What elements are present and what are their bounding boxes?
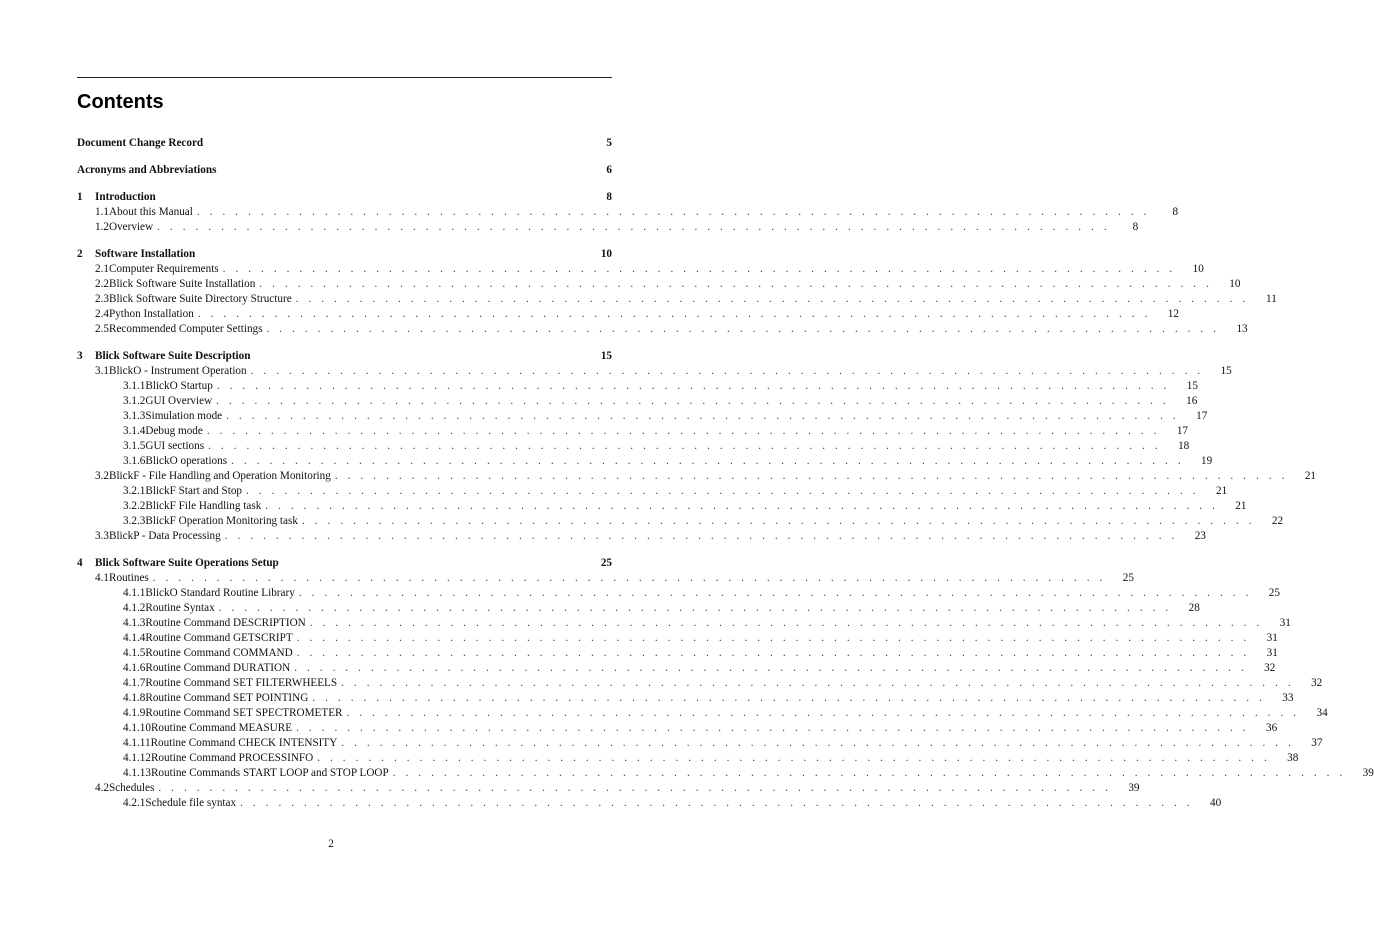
toc-entry-page: 19 xyxy=(1201,455,1213,467)
toc-entry[interactable] xyxy=(77,322,1248,337)
toc-entry-page: 28 xyxy=(1188,602,1200,614)
toc-entry-title: Routine Command MEASURE xyxy=(150,722,293,734)
toc-entry-page: 16 xyxy=(1186,395,1198,407)
dot-leader: . . . . . . . . . . . . . . . . . . . . . . . . . . . . . . . . . . . . . . . . . . . . . . . . . . . . . . . . . . . . . . . . . . . . . . . . . . . xyxy=(265,500,1219,512)
toc-entry-number: 3.3 xyxy=(95,530,109,542)
toc-entry-title: Blick Software Suite Operations Setup xyxy=(95,557,279,569)
toc-entry-title: About this Manual xyxy=(108,206,193,218)
toc-entry[interactable] xyxy=(77,514,1284,529)
dot-leader: . . . . . . . . . . . . . . . . . . . . . . . . . . . . . . . . . . . . . . . . . . . . . . . . . . . . . . . . . . . . . . . . . . . . . . . . . . . xyxy=(259,278,1213,290)
toc-entry[interactable] xyxy=(77,364,1232,379)
toc-entry-page: 32 xyxy=(1311,677,1323,689)
toc-entry-number: 4.1.11 xyxy=(123,737,151,749)
dot-leader: . . . . . . . . . . . . . . . . . . . . . . . . . . . . . . . . . . . . . . . . . . . . . . . . . . . . . . . . . . . . . . . . . . . . . . . . . . . xyxy=(341,677,1295,689)
toc-entry-number: 2.5 xyxy=(95,323,109,335)
toc-entry-title: Routines xyxy=(108,572,149,584)
toc-entry-number: 3.1.1 xyxy=(123,380,146,392)
toc-entry-page: 17 xyxy=(1196,410,1208,422)
toc-entry-number: 1.1 xyxy=(95,206,109,218)
dot-leader: . . . . . . . . . . . . . . . . . . . . . . . . . . . . . . . . . . . . . . . . . . . . . . . . . . . . . . . . . . . . . . . . . . . . . . . . . . . xyxy=(208,440,1162,452)
page-title: Contents xyxy=(77,91,164,113)
dot-leader: . . . . . . . . . . . . . . . . . . . . . . . . . . . . . . . . . . . . . . . . . . . . . . . . . . . . . . . . . . . . . . . . . . . . . . . . . . . xyxy=(296,647,1250,659)
toc-entry-page: 31 xyxy=(1266,647,1278,659)
toc-entry-number: 4.1 xyxy=(95,572,109,584)
toc-entry-title: Python Installation xyxy=(108,308,194,320)
toc-entry[interactable] xyxy=(77,751,1299,766)
toc-entry-page: 17 xyxy=(1176,425,1188,437)
dot-leader: . . . . . . . . . . . . . . . . . . . . . . . . . . . . . . . . . . . . . . . . . . . . . . . . . . . . . . . . . . . . . . . . . . . . . . . . . . . xyxy=(296,632,1250,644)
toc-entry[interactable] xyxy=(77,586,1280,601)
toc-entry-page: 31 xyxy=(1266,632,1278,644)
toc-entry-number: 3 xyxy=(77,350,83,362)
toc-entry-page: 38 xyxy=(1287,752,1299,764)
toc-entry[interactable] xyxy=(77,220,1139,235)
toc-entry-title: Routine Command CHECK INTENSITY xyxy=(150,737,338,749)
dot-leader: . . . . . . . . . . . . . . . . . . . . . . . . . . . . . . . . . . . . . . . . . . . . . . . . . . . . . . . . . . . . . . . . . . . . . . . . . . . xyxy=(197,308,1151,320)
toc-entry-number: 4.1.1 xyxy=(123,587,146,599)
toc-entry-number: 2.2 xyxy=(95,278,109,290)
toc-entry-title: Routine Command PROCESSINFO xyxy=(150,752,314,764)
dot-leader: . . . . . . . . . . . . . . . . . . . . . . . . . . . . . . . . . . . . . . . . . . . . . . . . . . . . . . . . . . . . . . . . . . . . . . . . . . . xyxy=(317,752,1271,764)
toc-entry-number: 3.1.6 xyxy=(123,455,146,467)
toc-entry[interactable] xyxy=(77,616,1291,631)
toc-entry-page: 5 xyxy=(606,137,612,149)
toc-entry-page: 21 xyxy=(1304,470,1316,482)
toc-entry-title: Software Installation xyxy=(95,248,196,260)
toc-entry[interactable] xyxy=(77,394,1198,409)
toc-entry[interactable] xyxy=(77,379,1198,394)
toc-entry-number: 3.1 xyxy=(95,365,109,377)
toc-entry[interactable] xyxy=(77,529,1206,544)
toc-entry-page: 12 xyxy=(1167,308,1179,320)
toc-entry[interactable] xyxy=(77,796,1222,811)
dot-leader: . . . . . . . . . . . . . . . . . . . . . . . . . . . . . . . . . . . . . . . . . . . . . . . . . . . . . . . . . . . . . . . . . . . . . . . . . . . xyxy=(152,572,1106,584)
toc-entry-title: Acronyms and Abbreviations xyxy=(77,164,217,176)
toc-entry-number: 4.1.4 xyxy=(123,632,146,644)
toc-entry-page: 34 xyxy=(1316,707,1328,719)
dot-leader: . . . . . . . . . . . . . . . . . . . . . . . . . . . . . . . . . . . . . . . . . . . . . . . . . . . . . . . . . . . . . . . . . . . . . . . . . . . xyxy=(216,395,1170,407)
toc-entry-title: Routine Command GETSCRIPT xyxy=(145,632,293,644)
dot-leader: . . . . . . . . . . . . . . . . . . . . . . . . . . . . . . . . . . . . . . . . . . . . . . . . . . . . . . . . . . . . . . . . . . . . . . . . . . . xyxy=(240,797,1194,809)
toc-entry-title: Routine Command SET POINTING xyxy=(145,692,309,704)
toc-entry-page: 23 xyxy=(1194,530,1206,542)
dot-leader: . . . . . . . . . . . . . . . . . . . . . . . . . . . . . . . . . . . . . . . . . . . . . . . . . . . . . . . . . . . . . . . . . . . . . . . . . . . xyxy=(392,767,1346,779)
toc-entry-number: 2 xyxy=(77,248,83,260)
toc-entry-number: 4.1.3 xyxy=(123,617,146,629)
toc-entry-page: 15 xyxy=(1186,380,1198,392)
toc-entry-number: 4.2.1 xyxy=(123,797,146,809)
dot-leader: . . . . . . . . . . . . . . . . . . . . . . . . . . . . . . . . . . . . . . . . . . . . . . . . . . . . . . . . . . . . . . . . . . . . . . . . . . . xyxy=(298,587,1252,599)
toc-entry-number: 1.2 xyxy=(95,221,109,233)
toc-entry-number: 1 xyxy=(77,191,83,203)
toc-entry-page: 10 xyxy=(1229,278,1241,290)
toc-entry-page: 21 xyxy=(1215,485,1228,497)
toc-entry-page: 39 xyxy=(1362,767,1374,779)
toc-entry-number: 4.1.6 xyxy=(123,662,146,674)
toc-entry[interactable] xyxy=(77,307,1179,322)
dot-leader: . . . . . . . . . . . . . . . . . . . . . . . . . . . . . . . . . . . . . . . . . . . . . . . . . . . . . . . . . . . . . . . . . . . . . . . . . . . xyxy=(158,782,1112,794)
toc-entry-number: 4.1.8 xyxy=(123,692,146,704)
toc-entry-number: 4.1.10 xyxy=(123,722,151,734)
toc-entry-title: Blick Software Suite Directory Structure xyxy=(108,293,292,305)
toc-entry[interactable] xyxy=(77,571,1134,586)
toc-entry[interactable] xyxy=(77,721,1278,736)
dot-leader: . . . . . . . . . . . . . . . . . . . . . . . . . . . . . . . . . . . . . . . . . . . . . . . . . . . . . . . . . . . . . . . . . . . . . . . . . . . xyxy=(216,380,1170,392)
toc-entry-number: 3.2.2 xyxy=(123,500,146,512)
toc-entry-page: 10 xyxy=(600,248,612,260)
toc-entry[interactable] xyxy=(77,631,1278,646)
toc-entry[interactable] xyxy=(77,247,612,262)
toc-entry[interactable] xyxy=(77,469,1316,484)
toc-entry-page: 10 xyxy=(1192,263,1204,275)
toc-entry-title: Blick Software Suite Installation xyxy=(108,278,256,290)
toc-entry[interactable] xyxy=(77,661,1276,676)
dot-leader: . . . . . . . . . . . . . . . . . . . . . . . . . . . . . . . . . . . . . . . . . . . . . . . . . . . . . . . . . . . . . . . . . . . . . . . . . . . xyxy=(226,410,1180,422)
toc-entry-number: 4.1.13 xyxy=(123,767,151,779)
toc-entry[interactable] xyxy=(77,292,1277,307)
toc-entry-page: 40 xyxy=(1210,797,1222,809)
toc-entry-number: 4.1.5 xyxy=(123,647,146,659)
toc-entry-page: 36 xyxy=(1266,722,1278,734)
dot-leader: . . . . . . . . . . . . . . . . . . . . . . . . . . . . . . . . . . . . . . . . . . . . . . . . . . . . . . . . . . . . . . . . . . . . . . . . . . . xyxy=(222,263,1176,275)
toc-entry-page: 8 xyxy=(1172,206,1179,218)
toc-entry-page: 33 xyxy=(1282,692,1294,704)
toc-entry-number: 3.1.3 xyxy=(123,410,146,422)
dot-leader: . . . . . . . . . . . . . . . . . . . . . . . . . . . . . . . . . . . . . . . . . . . . . . . . . . . . . . . . . . . . . . . . . . . . . . . . . . . xyxy=(334,470,1288,482)
toc-entry-title: Overview xyxy=(108,221,154,233)
toc-entry-title: Recommended Computer Settings xyxy=(108,323,263,335)
toc-entry[interactable] xyxy=(77,781,1140,796)
toc-entry-page: 21 xyxy=(1235,500,1247,512)
toc-entry[interactable] xyxy=(77,676,1323,691)
toc-entry[interactable] xyxy=(77,499,1247,514)
table-of-contents xyxy=(77,136,1374,811)
dot-leader: . . . . . . . . . . . . . . . . . . . . . . . . . . . . . . . . . . . . . . . . . . . . . . . . . . . . . . . . . . . . . . . . . . . . . . . . . . . xyxy=(157,221,1111,233)
toc-entry[interactable] xyxy=(77,277,1241,292)
toc-entry-title: BlickF File Handling task xyxy=(145,500,262,512)
toc-entry-page: 8 xyxy=(606,191,612,203)
toc-entry[interactable] xyxy=(77,409,1208,424)
toc-entry-title: BlickO Standard Routine Library xyxy=(145,587,295,599)
toc-entry-number: 3.2.3 xyxy=(123,515,146,527)
toc-entry-title: Routine Command SET SPECTROMETER xyxy=(145,707,343,719)
dot-leader: . . . . . . . . . . . . . . . . . . . . . . . . . . . . . . . . . . . . . . . . . . . . . . . . . . . . . . . . . . . . . . . . . . . . . . . . . . . xyxy=(312,692,1266,704)
dot-leader: . . . . . . . . . . . . . . . . . . . . . . . . . . . . . . . . . . . . . . . . . . . . . . . . . . . . . . . . . . . . . . . . . . . . . . . . . . . xyxy=(295,293,1249,305)
toc-entry-title: Computer Requirements xyxy=(108,263,219,275)
toc-entry[interactable] xyxy=(77,163,612,178)
toc-entry-number: 2.1 xyxy=(95,263,109,275)
toc-entry-title: BlickO operations xyxy=(145,455,228,467)
dot-leader: . . . . . . . . . . . . . . . . . . . . . . . . . . . . . . . . . . . . . . . . . . . . . . . . . . . . . . . . . . . . . . . . . . . . . . . . . . . xyxy=(296,722,1250,734)
toc-entry-page: 18 xyxy=(1178,440,1190,452)
dot-leader: . . . . . . . . . . . . . . . . . . . . . . . . . . . . . . . . . . . . . . . . . . . . . . . . . . . . . . . . . . . . . . . . . . . . . . . . . . . xyxy=(266,323,1220,335)
toc-entry-number: 4.1.12 xyxy=(123,752,151,764)
toc-entry-number: 2.3 xyxy=(95,293,109,305)
dot-leader: . . . . . . . . . . . . . . . . . . . . . . . . . . . . . . . . . . . . . . . . . . . . . . . . . . . . . . . . . . . . . . . . . . . . . . . . . . . xyxy=(196,206,1151,218)
toc-entry-number: 4.1.7 xyxy=(123,677,146,689)
toc-entry-title: BlickO Startup xyxy=(145,380,213,392)
toc-entry[interactable] xyxy=(77,205,1179,220)
toc-entry[interactable] xyxy=(77,439,1190,454)
toc-entry-number: 4.1.9 xyxy=(123,707,146,719)
toc-entry-title: Blick Software Suite Description xyxy=(95,350,251,362)
toc-entry-number: 3.1.4 xyxy=(123,425,146,437)
toc-entry-page: 25 xyxy=(1268,587,1280,599)
toc-entry-page: 15 xyxy=(600,350,612,362)
toc-entry-number: 4.1.2 xyxy=(123,602,146,614)
toc-entry[interactable] xyxy=(77,691,1294,706)
toc-entry-title: Routine Command DESCRIPTION xyxy=(145,617,306,629)
dot-leader: . . . . . . . . . . . . . . . . . . . . . . . . . . . . . . . . . . . . . . . . . . . . . . . . . . . . . . . . . . . . . . . . . . . . . . . . . . . xyxy=(309,617,1263,629)
toc-entry-title: BlickF Operation Monitoring task xyxy=(145,515,298,527)
toc-entry-title: Schedules xyxy=(108,782,155,794)
toc-entry-page: 11 xyxy=(1266,293,1277,305)
toc-entry[interactable] xyxy=(77,454,1213,469)
toc-entry-page: 32 xyxy=(1264,662,1276,674)
toc-entry-number: 2.4 xyxy=(95,308,109,320)
toc-entry-number: 3.2.1 xyxy=(123,485,146,497)
toc-entry-number: 3.2 xyxy=(95,470,109,482)
toc-entry-page: 13 xyxy=(1236,323,1248,335)
toc-entry[interactable] xyxy=(77,736,1323,751)
toc-entry-title: BlickF - File Handling and Operation Monitoring xyxy=(108,470,331,482)
toc-entry[interactable] xyxy=(77,190,612,205)
toc-entry-title: Document Change Record xyxy=(77,137,204,149)
toc-entry-number: 4.2 xyxy=(95,782,109,794)
toc-entry-title: GUI Overview xyxy=(145,395,213,407)
toc-entry-page: 8 xyxy=(1132,221,1139,233)
toc-entry[interactable] xyxy=(77,424,1188,439)
toc-entry-page: 22 xyxy=(1271,515,1284,527)
toc-entry-number: 4 xyxy=(77,557,83,569)
dot-leader: . . . . . . . . . . . . . . . . . . . . . . . . . . . . . . . . . . . . . . . . . . . . . . . . . . . . . . . . . . . . . . . . . . . . . . . . . . . xyxy=(231,455,1185,467)
toc-entry[interactable] xyxy=(77,136,612,151)
toc-entry-title: Routine Command DURATION xyxy=(145,662,291,674)
top-rule xyxy=(77,77,612,78)
toc-entry[interactable] xyxy=(77,646,1278,661)
toc-entry[interactable] xyxy=(77,349,612,364)
toc-entry-page: 31 xyxy=(1279,617,1291,629)
dot-leader: . . . . . . . . . . . . . . . . . . . . . . . . . . . . . . . . . . . . . . . . . . . . . . . . . . . . . . . . . . . . . . . . . . . . . . . . . . . xyxy=(341,737,1295,749)
toc-entry-page: 25 xyxy=(1122,572,1134,584)
dot-leader: . . . . . . . . . . . . . . . . . . . . . . . . . . . . . . . . . . . . . . . . . . . . . . . . . . . . . . . . . . . . . . . . . . . . . . . . . . . xyxy=(301,515,1256,527)
toc-entry-title: GUI sections xyxy=(145,440,205,452)
page-number: 2 xyxy=(328,838,334,850)
toc-entry[interactable] xyxy=(77,484,1228,499)
toc-entry[interactable] xyxy=(77,601,1200,616)
toc-entry-title: Routine Command COMMAND xyxy=(145,647,293,659)
dot-leader: . . . . . . . . . . . . . . . . . . . . . . . . . . . . . . . . . . . . . . . . . . . . . . . . . . . . . . . . . . . . . . . . . . . . . . . . . . . xyxy=(246,485,1200,497)
toc-entry-title: Schedule file syntax xyxy=(145,797,237,809)
dot-leader: . . . . . . . . . . . . . . . . . . . . . . . . . . . . . . . . . . . . . . . . . . . . . . . . . . . . . . . . . . . . . . . . . . . . . . . . . . . xyxy=(218,602,1172,614)
toc-entry-title: Routine Syntax xyxy=(145,602,215,614)
toc-entry-title: Debug mode xyxy=(145,425,203,437)
toc-entry-title: BlickF Start and Stop xyxy=(145,485,243,497)
toc-entry-number: 3.1.5 xyxy=(123,440,146,452)
toc-entry-page: 37 xyxy=(1311,737,1323,749)
toc-entry-title: Routine Commands START LOOP and STOP LOOP xyxy=(150,767,389,779)
dot-leader: . . . . . . . . . . . . . . . . . . . . . . . . . . . . . . . . . . . . . . . . . . . . . . . . . . . . . . . . . . . . . . . . . . . . . . . . . . . xyxy=(250,365,1204,377)
toc-entry-page: 15 xyxy=(1220,365,1232,377)
toc-entry-title: BlickO - Instrument Operation xyxy=(108,365,247,377)
toc-entry-title: Introduction xyxy=(95,191,156,203)
toc-entry-page: 39 xyxy=(1128,782,1140,794)
toc-entry-title: BlickP - Data Processing xyxy=(108,530,221,542)
dot-leader: . . . . . . . . . . . . . . . . . . . . . . . . . . . . . . . . . . . . . . . . . . . . . . . . . . . . . . . . . . . . . . . . . . . . . . . . . . . xyxy=(294,662,1248,674)
toc-entry-page: 25 xyxy=(600,557,612,569)
dot-leader: . . . . . . . . . . . . . . . . . . . . . . . . . . . . . . . . . . . . . . . . . . . . . . . . . . . . . . . . . . . . . . . . . . . . . . . . . . . xyxy=(346,707,1300,719)
toc-entry[interactable] xyxy=(77,556,612,571)
toc-entry-title: Routine Command SET FILTERWHEELS xyxy=(145,677,338,689)
dot-leader: . . . . . . . . . . . . . . . . . . . . . . . . . . . . . . . . . . . . . . . . . . . . . . . . . . . . . . . . . . . . . . . . . . . . . . . . . . . xyxy=(224,530,1178,542)
toc-entry-page: 6 xyxy=(606,164,612,176)
toc-entry-title: Simulation mode xyxy=(145,410,223,422)
toc-entry-number: 3.1.2 xyxy=(123,395,146,407)
dot-leader: . . . . . . . . . . . . . . . . . . . . . . . . . . . . . . . . . . . . . . . . . . . . . . . . . . . . . . . . . . . . . . . . . . . . . . . . . . . xyxy=(206,425,1160,437)
toc-entry[interactable] xyxy=(77,706,1328,721)
toc-entry[interactable] xyxy=(77,262,1204,277)
toc-entry[interactable] xyxy=(77,766,1374,781)
